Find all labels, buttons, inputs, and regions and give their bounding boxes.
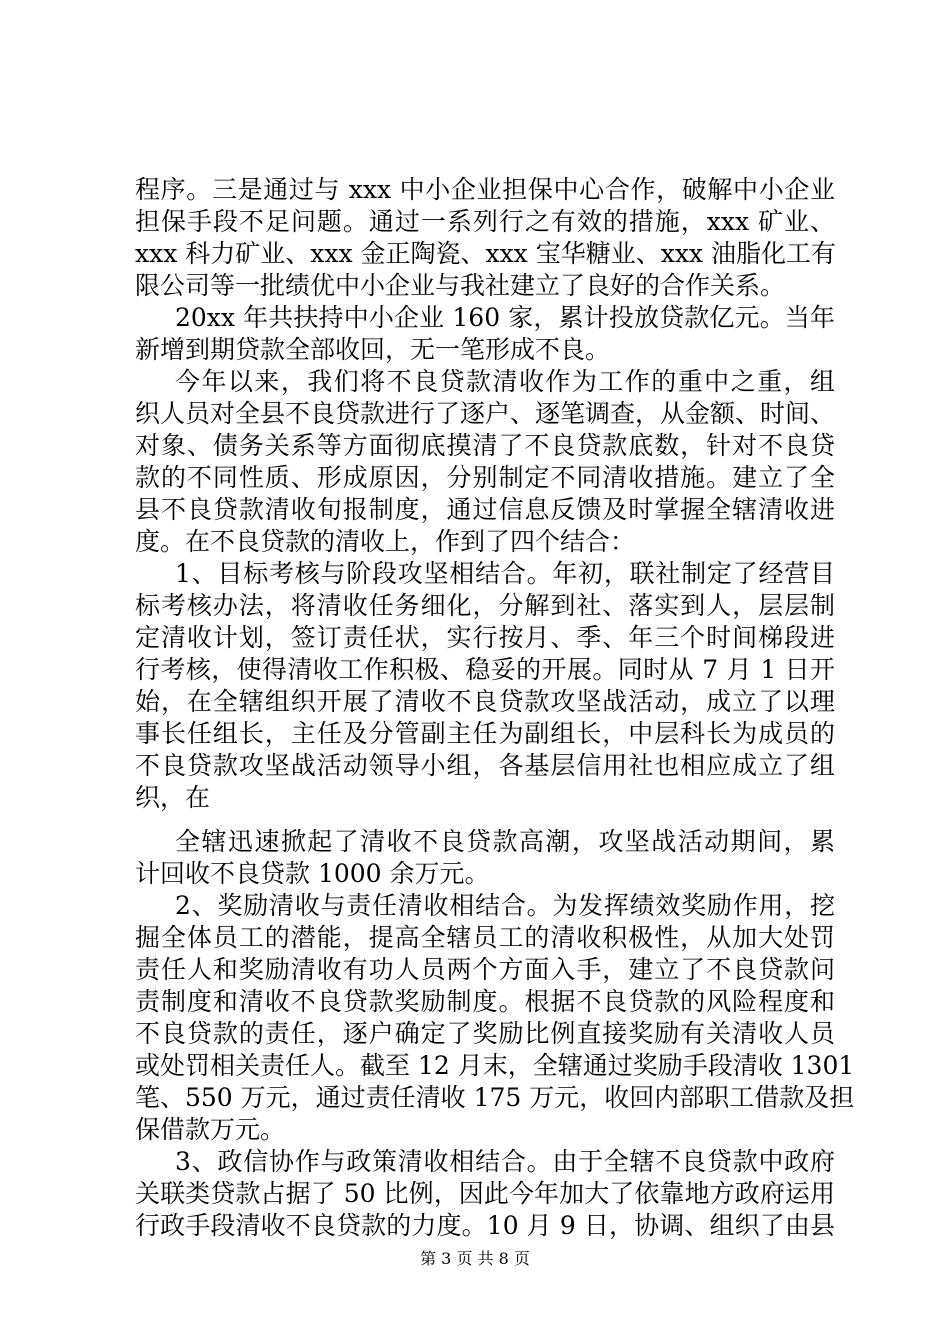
paragraph (135, 558, 835, 814)
page-number: 第 3 页 共 8 页 (420, 1249, 530, 1268)
text-line: 对象、债务关系等方面彻底摸清了不良贷款底数，针对不良贷 (135, 431, 835, 460)
paragraph (135, 302, 835, 366)
text-line: 担保手段不足问题。通过一系列行之有效的措施，xxx 矿业、 (135, 207, 835, 236)
paragraph-gap (135, 814, 835, 826)
paragraph (135, 826, 835, 890)
text-line: 新增到期贷款全部收回，无一笔形成不良。 (135, 335, 611, 364)
text-line: 20xx 年共扶持中小企业 160 家，累计投放贷款亿元。当年 (175, 303, 835, 332)
text-line: 县不良贷款清收旬报制度，通过信息反馈及时掌握全辖清收进 (135, 495, 835, 524)
text-line: 责任人和奖励清收有功人员两个方面入手，建立了不良贷款问 (135, 955, 835, 984)
paragraph (135, 1146, 835, 1242)
text-line: 3、政信协作与政策清收相结合。由于全辖不良贷款中政府 (175, 1147, 835, 1176)
text-line: 款的不同性质、形成原因，分别制定不同清收措施。建立了全 (135, 463, 835, 492)
paragraph (135, 366, 835, 558)
text-line: 始，在全辖组织开展了清收不良贷款攻坚战活动，成立了以理 (135, 687, 835, 716)
text-line: 行政手段清收不良贷款的力度。10 月 9 日，协调、组织了由县 (135, 1211, 835, 1240)
text-line: 笔、550 万元，通过责任清收 175 万元，收回内部职工借款及担 (135, 1083, 855, 1112)
text-line: 织，在 (135, 783, 211, 812)
text-line: 责制度和清收不良贷款奖励制度。根据不良贷款的风险程度和 (135, 987, 835, 1016)
text-line: 织人员对全县不良贷款进行了逐户、逐笔调查，从金额、时间、 (135, 399, 836, 428)
text-line: 不良贷款攻坚战活动领导小组，各基层信用社也相应成立了组 (135, 751, 835, 780)
text-line: 限公司等一批绩优中小企业与我社建立了良好的合作关系。 (135, 271, 786, 300)
text-line: 程序。三是通过与 xxx 中小企业担保中心合作，破解中小企业 (135, 175, 835, 204)
text-line: 标考核办法，将清收任务细化，分解到社、落实到人，层层制 (135, 591, 835, 620)
text-line: 计回收不良贷款 1000 余万元。 (135, 859, 490, 888)
text-line: xxx 科力矿业、xxx 金正陶瓷、xxx 宝华糖业、xxx 油脂化工有 (135, 239, 836, 268)
text-line: 保借款万元。 (135, 1115, 286, 1144)
text-line: 行考核，使得清收工作积极、稳妥的开展。同时从 7 月 1 日开 (135, 655, 835, 684)
text-line: 不良贷款的责任，逐户确定了奖励比例直接奖励有关清收人员 (135, 1019, 835, 1048)
text-line: 或处罚相关责任人。截至 12 月末，全辖通过奖励手段清收 1301 (135, 1051, 855, 1080)
text-line: 1、目标考核与阶段攻坚相结合。年初，联社制定了经营目 (175, 559, 835, 588)
paragraph (135, 174, 835, 302)
paragraph (135, 890, 855, 1146)
text-line: 度。在不良贷款的清收上，作到了四个结合： (135, 527, 636, 556)
page-footer (0, 1249, 950, 1269)
text-line: 2、奖励清收与责任清收相结合。为发挥绩效奖励作用，挖 (175, 891, 835, 920)
document-body (135, 174, 855, 1242)
text-line: 掘全体员工的潜能，提高全辖员工的清收积极性，从加大处罚 (135, 923, 835, 952)
text-line: 今年以来，我们将不良贷款清收作为工作的重中之重，组 (175, 367, 835, 396)
text-line: 定清收计划，签订责任状，实行按月、季、年三个时间梯段进 (135, 623, 835, 652)
text-line: 关联类贷款占据了 50 比例，因此今年加大了依靠地方政府运用 (135, 1179, 835, 1208)
text-line: 全辖迅速掀起了清收不良贷款高潮，攻坚战活动期间，累 (175, 827, 835, 856)
text-line: 事长任组长，主任及分管副主任为副组长，中层科长为成员的 (135, 719, 835, 748)
